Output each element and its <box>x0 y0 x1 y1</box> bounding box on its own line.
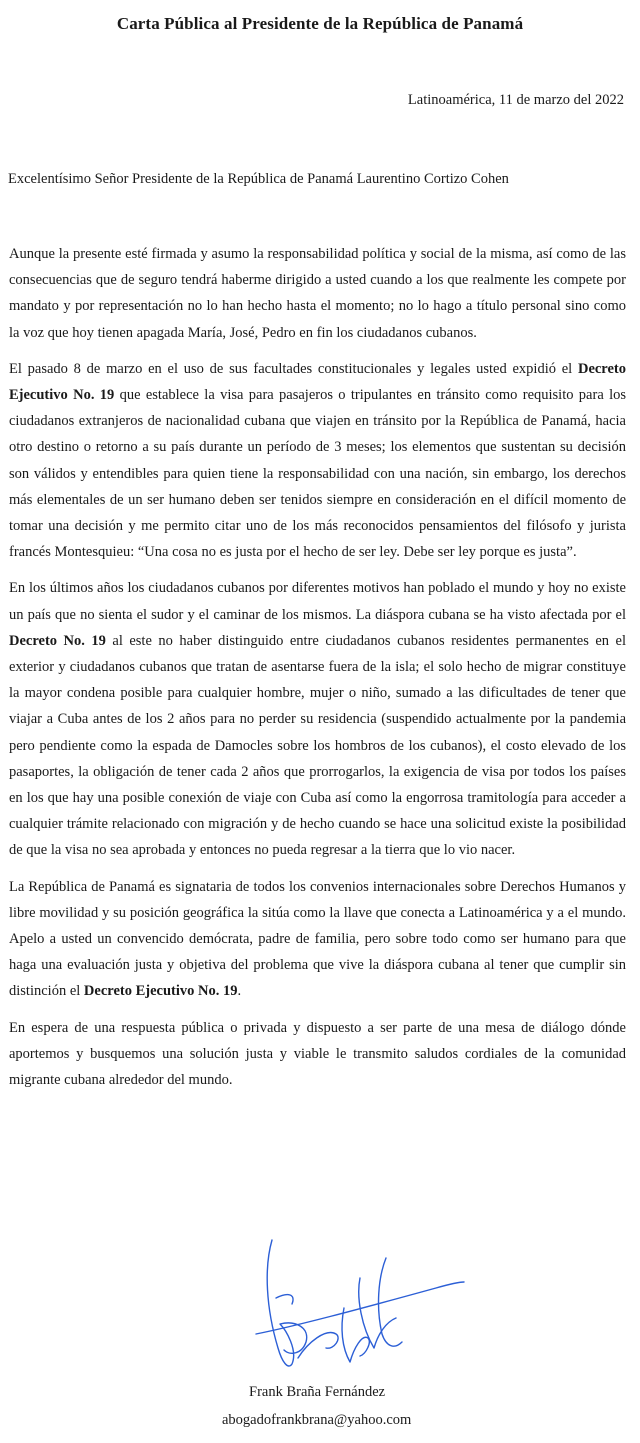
signer-email: abogadofrankbrana@yahoo.com <box>222 1412 412 1428</box>
decree-reference: Decreto No. 19 <box>9 632 106 649</box>
paragraph-3-text-c: al este no haber distinguido entre ciudadanos cubanos residentes permanentes en el exterior y ciudadanos cubanos que tratan de asentarse fuera de la isla; el solo hecho de migrar constituye la mayor condena posible para cualquier hombre, mujer o niño, sumado a las dificultades de tener que viajar a Cuba antes de los 2 años para no perder su residencia (suspendido actualmente por la pandemia pero pendiente como la espada de Damocles sobre los hombros de los cubanos), el costo elevado de los pasaportes, la obligación de tener cada 2 años que prorrogarlos, la exigencia de visa por todos los países en los que hay una posible conexión de viaje con Cuba así como la engorrosa tramitología para acceder a cualquier trámite relacionado con migración y de hecho cuando se hace una solicitud existe la posibilidad de que la visa no sea aprobada y entonces no pueda regresar a la tierra que lo vio nacer. <box>9 632 626 859</box>
salutation: Excelentísimo Señor Presidente de la República de Panamá Laurentino Cortizo Cohen <box>8 171 509 187</box>
letter-title: Carta Pública al Presidente de la República de Panamá <box>116 14 524 33</box>
letter-body <box>9 241 626 1103</box>
signer-name: Frank Braña Fernández <box>249 1384 386 1400</box>
paragraph-1 <box>9 241 626 346</box>
paragraph-5 <box>9 1015 626 1094</box>
paragraph-4 <box>9 874 626 1005</box>
decree-reference: Decreto Ejecutivo No. 19 <box>83 983 238 1000</box>
paragraph-2-text-a: El pasado 8 de marzo en el uso de sus facultades constitucionales y legales usted expidió el <box>9 360 578 377</box>
paragraph-3 <box>9 575 626 863</box>
handwritten-signature <box>236 1238 466 1384</box>
paragraph-3-text-a: En los últimos años los ciudadanos cubanos por diferentes motivos han poblado el mundo y hoy no existe un país que no sienta el sudor y el caminar de los mismos. La diáspora cubana se ha visto afectada por el <box>9 580 626 623</box>
paragraph-4-text-c: . <box>237 983 242 1000</box>
place-date: Latinoamérica, 11 de marzo del 2022 <box>407 92 624 108</box>
paragraph-4-text-a: La República de Panamá es signataria de todos los convenios internacionales sobre Derechos Humanos y libre movilidad y su posición geográfica la sitúa como la llave que conecta a Latinoamérica y a el mundo. Apelo a usted un convencido demócrata, padre de familia, pero sobre todo como ser humano para que haga una evaluación justa y objetiva del problema que vive la diáspora cubana al tener que cumplir sin distinción el <box>9 878 626 1000</box>
paragraph-5-text: En espera de una respuesta pública o privada y dispuesto a ser parte de una mesa de diálogo dónde aportemos y busquemos una solución justa y viable le transmito saludos cordiales de la comunidad migrante cubana alrededor del mundo. <box>9 1019 626 1089</box>
paragraph-2-text-c: que establece la visa para pasajeros o tripulantes en tránsito como requisito para los ciudadanos extranjeros de nacionalidad cubana que viajen en tránsito por la República de Panamá, hacia otro destino o retorno a su país durante un período de 3 meses; los elementos que sustentan su decisión son válidos y entendibles para quien tiene la responsabilidad con una nación, sin embargo, los derechos más elementales de un ser humano deben ser tenidos siempre en consideración en el difícil momento de tomar una decisión y me permito citar uno de los más reconocidos pensamientos del filósofo y jurista francés Montesquieu: “Una cosa no es justa por el hecho de ser ley. Debe ser ley porque es justa”. <box>9 387 626 561</box>
paragraph-2 <box>9 356 626 566</box>
paragraph-1-text: Aunque la presente esté firmada y asumo la responsabilidad política y social de la misma, así como de las consecuencias que de seguro tendrá haberme dirigido a usted cuando a los que realmente les compete por mandato y por representación no lo han hecho hasta el momento; no lo hago a título personal sino como la voz que hoy tienen apagada María, José, Pedro en fin los ciudadanos cubanos. <box>9 246 626 341</box>
decree-reference: Decreto Ejecutivo No. 19 <box>9 360 626 404</box>
